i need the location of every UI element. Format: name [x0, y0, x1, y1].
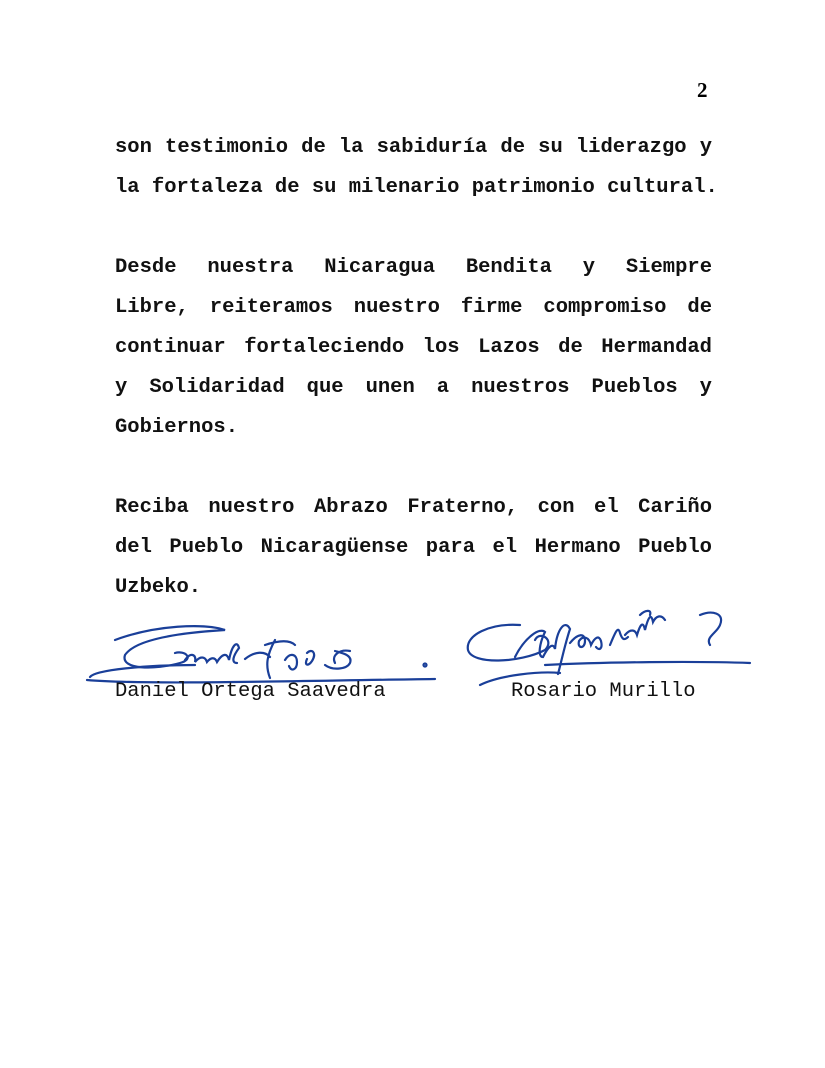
paragraph-2-line-4: y Solidaridad que unen a nuestros Pueblos y	[115, 376, 712, 399]
signatory-name-daniel-ortega: Daniel Ortega Saavedra	[115, 680, 386, 703]
paragraph-3-line-2: del Pueblo Nicaragüense para el Hermano Pueblo	[115, 536, 712, 559]
paragraph-3-line-3: Uzbeko.	[115, 576, 202, 599]
paragraph-2-line-5: Gobiernos.	[115, 416, 239, 439]
paragraph-3-line-1: Reciba nuestro Abrazo Fraterno, con el Cariño	[115, 496, 712, 519]
paragraph-2-line-1: Desde nuestra Nicaragua Bendita y Siempre	[115, 256, 712, 279]
signatory-name-rosario-murillo: Rosario Murillo	[511, 680, 696, 703]
paragraph-2-line-2: Libre, reiteramos nuestro firme compromiso de	[115, 296, 712, 319]
signature-daniel-ortega	[85, 615, 445, 690]
page-number: 2	[697, 78, 708, 102]
paragraph-1-line-2: la fortaleza de su milenario patrimonio cultural.	[115, 176, 718, 199]
paragraph-1-line-1: son testimonio de la sabiduría de su liderazgo y	[115, 136, 712, 159]
paragraph-2-line-3: continuar fortaleciendo los Lazos de Hermandad	[115, 336, 712, 359]
